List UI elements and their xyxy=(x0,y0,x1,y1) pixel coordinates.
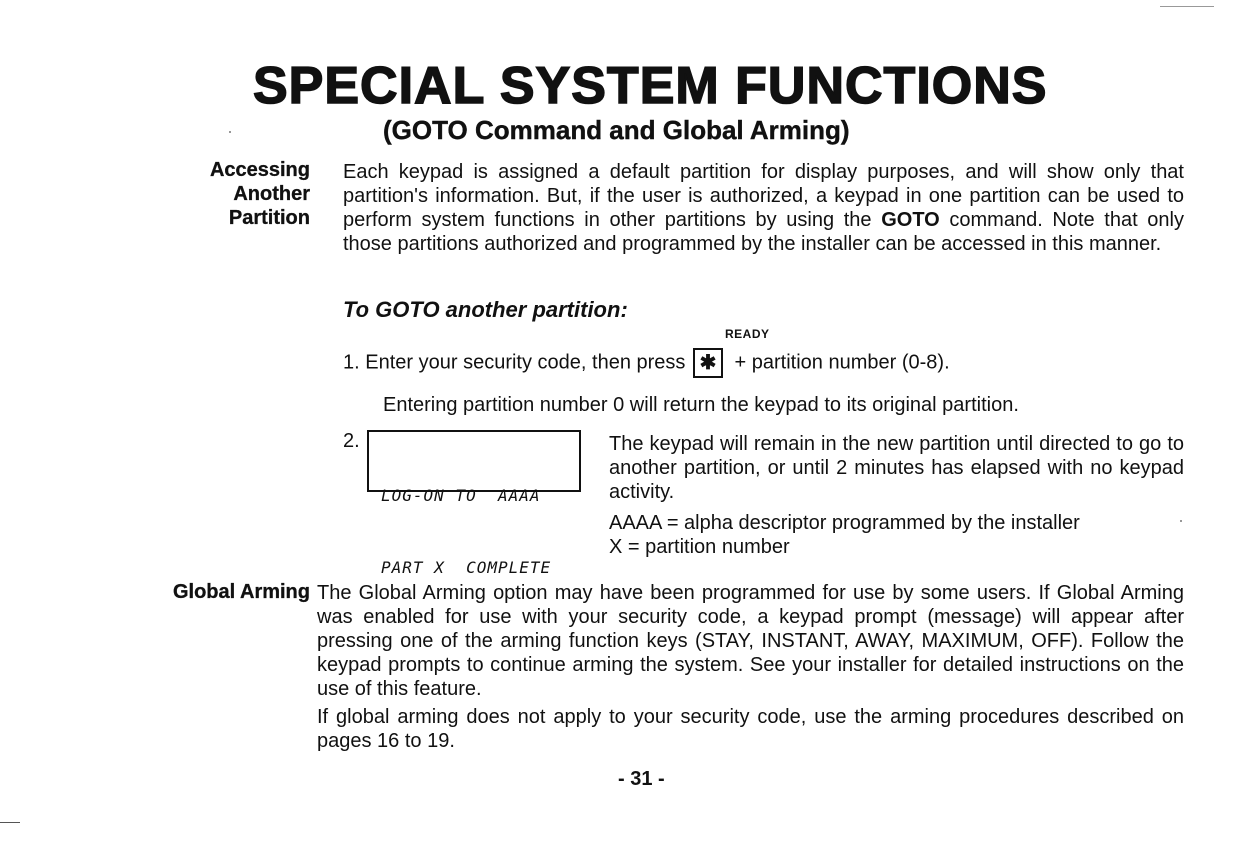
intro-text-start: Each keypad is assigned a default partition for display purposes, and will show only that partition's information. But, if the user is authorized, a keypad in one partition can be used to perform system functions in other partitions by using the xyxy=(343,161,1184,231)
page-subtitle: (GOTO Command and Global Arming) xyxy=(383,115,850,145)
star-key-icon: ✱ xyxy=(693,348,723,378)
accessing-intro-paragraph xyxy=(343,160,1184,256)
lcd-line-2: PART X COMPLETE xyxy=(381,558,552,577)
step-1-text-start: Enter your security code, then press xyxy=(365,351,686,374)
scan-edge-line-bottom xyxy=(0,822,20,823)
keypad-lcd-display xyxy=(367,430,581,577)
step-1-number: 1. xyxy=(343,351,360,374)
page-title: SPECIAL SYSTEM FUNCTIONS xyxy=(253,57,1048,115)
step-1-text-end: + partition number (0-8). xyxy=(734,351,950,374)
side-heading-line: Accessing xyxy=(209,159,310,181)
ready-key-label: READY xyxy=(725,327,770,341)
definition-aaaa: AAAA = alpha descriptor programmed by the installer xyxy=(609,512,1080,534)
scan-edge-line-top xyxy=(1160,6,1214,7)
global-arming-note-paragraph: If global arming does not apply to your security code, use the arming procedures described on pages 16 to 19. xyxy=(317,706,1184,752)
goto-keyword: GOTO xyxy=(881,209,940,231)
step-2-text: The keypad will remain in the new partition until directed to go to another partition, or until 2 minutes has elapsed with no keypad activity. xyxy=(609,433,1184,503)
definition-x: X = partition number xyxy=(609,536,790,558)
step-2-number: 2. xyxy=(343,430,360,452)
scan-speck xyxy=(229,131,231,133)
side-heading-accessing-another-partition xyxy=(150,158,310,230)
side-heading-global-arming: Global Arming xyxy=(172,581,310,603)
side-heading-line: Another xyxy=(233,183,310,205)
goto-procedure-heading: To GOTO another partition: xyxy=(343,297,628,322)
lcd-line-1: LOG-ON TO AAAA xyxy=(381,486,541,505)
scan-speck xyxy=(1180,520,1182,522)
intro-text-end: command. Note that only those partitions authorized and programmed by the installer can be accessed in this manner. xyxy=(343,209,1184,255)
global-arming-paragraph: The Global Arming option may have been programmed for use by some users. If Global Arming was enabled for use with your security code, a keypad prompt (message) will appear after pressing one of the arming function keys (STAY, INSTANT, AWAY, MAXIMUM, OFF). Follow the keypad prompts to continue arming the system. See your installer for detailed instructions on the use of this feature. xyxy=(317,582,1184,700)
step-1-note: Entering partition number 0 will return the keypad to its original partition. xyxy=(383,394,1019,416)
side-heading-line: Partition xyxy=(228,207,310,229)
page-number: - 31 - xyxy=(618,768,665,790)
step-1 xyxy=(343,348,950,378)
